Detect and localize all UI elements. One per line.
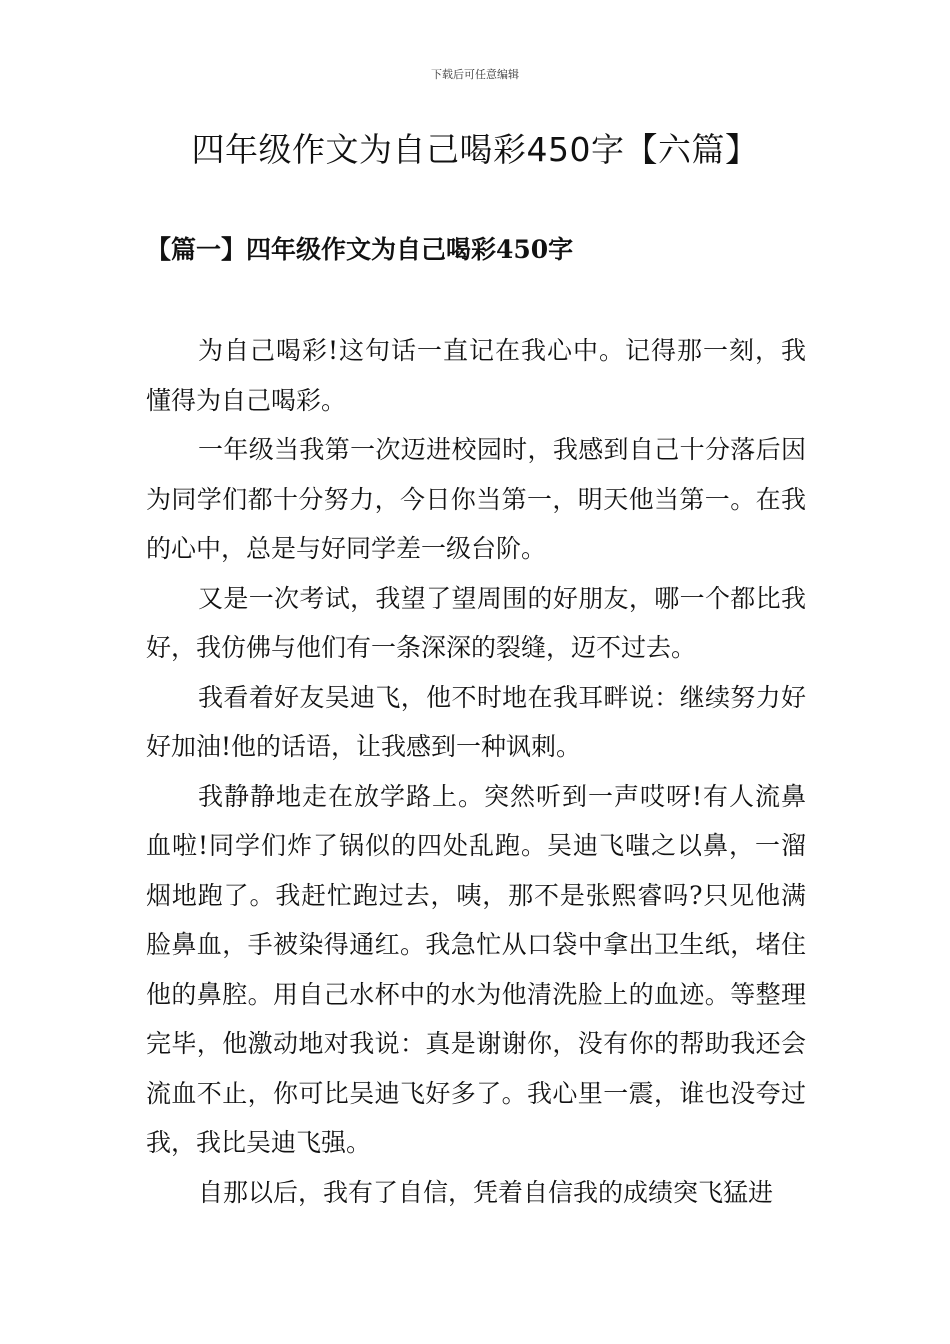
paragraph: 自那以后，我有了自信，凭着自信我的成绩突飞猛进 [198,1177,774,1207]
header-note: 下载后可任意编辑 [431,68,519,81]
document-title: 四年级作文为自己喝彩450字【六篇】 [191,130,759,169]
paragraph: 又是一次考试，我望了望周围的好朋友，哪一个都比我好，我仿佛与他们有一条深深的裂缝，迈不过去。 [146,583,806,662]
paragraph: 我静静地走在放学路上。突然听到一声哎呀!有人流鼻血啦!同学们炸了锅似的四处乱跑。吴迪飞嗤之以鼻，一溜烟地跑了。我赶忙跑过去，咦，那不是张熙睿吗?只见他满脸鼻血，手被染得通红。我急忙从口袋中拿出卫生纸，堵住他的鼻腔。用自己水杯中的水为他清洗脸上的血迹。等整理完毕，他激动地对我说：真是谢谢你，没有你的帮助我还会流血不止，你可比吴迪飞好多了。我心里一震，谁也没夸过我，我比吴迪飞强。 [146,781,806,1157]
paragraph: 为自己喝彩!这句话一直记在我心中。记得那一刻，我懂得为自己喝彩。 [146,336,806,415]
article-body [146,326,806,1217]
section-heading: 【篇一】四年级作文为自己喝彩450字 [146,235,574,264]
paragraph: 一年级当我第一次迈进校园时，我感到自己十分落后因为同学们都十分努力，今日你当第一，明天他当第一。在我的心中，总是与好同学差一级台阶。 [146,435,806,563]
paragraph: 我看着好友吴迪飞，他不时地在我耳畔说：继续努力好好加油!他的话语，让我感到一种讽刺。 [146,682,806,761]
